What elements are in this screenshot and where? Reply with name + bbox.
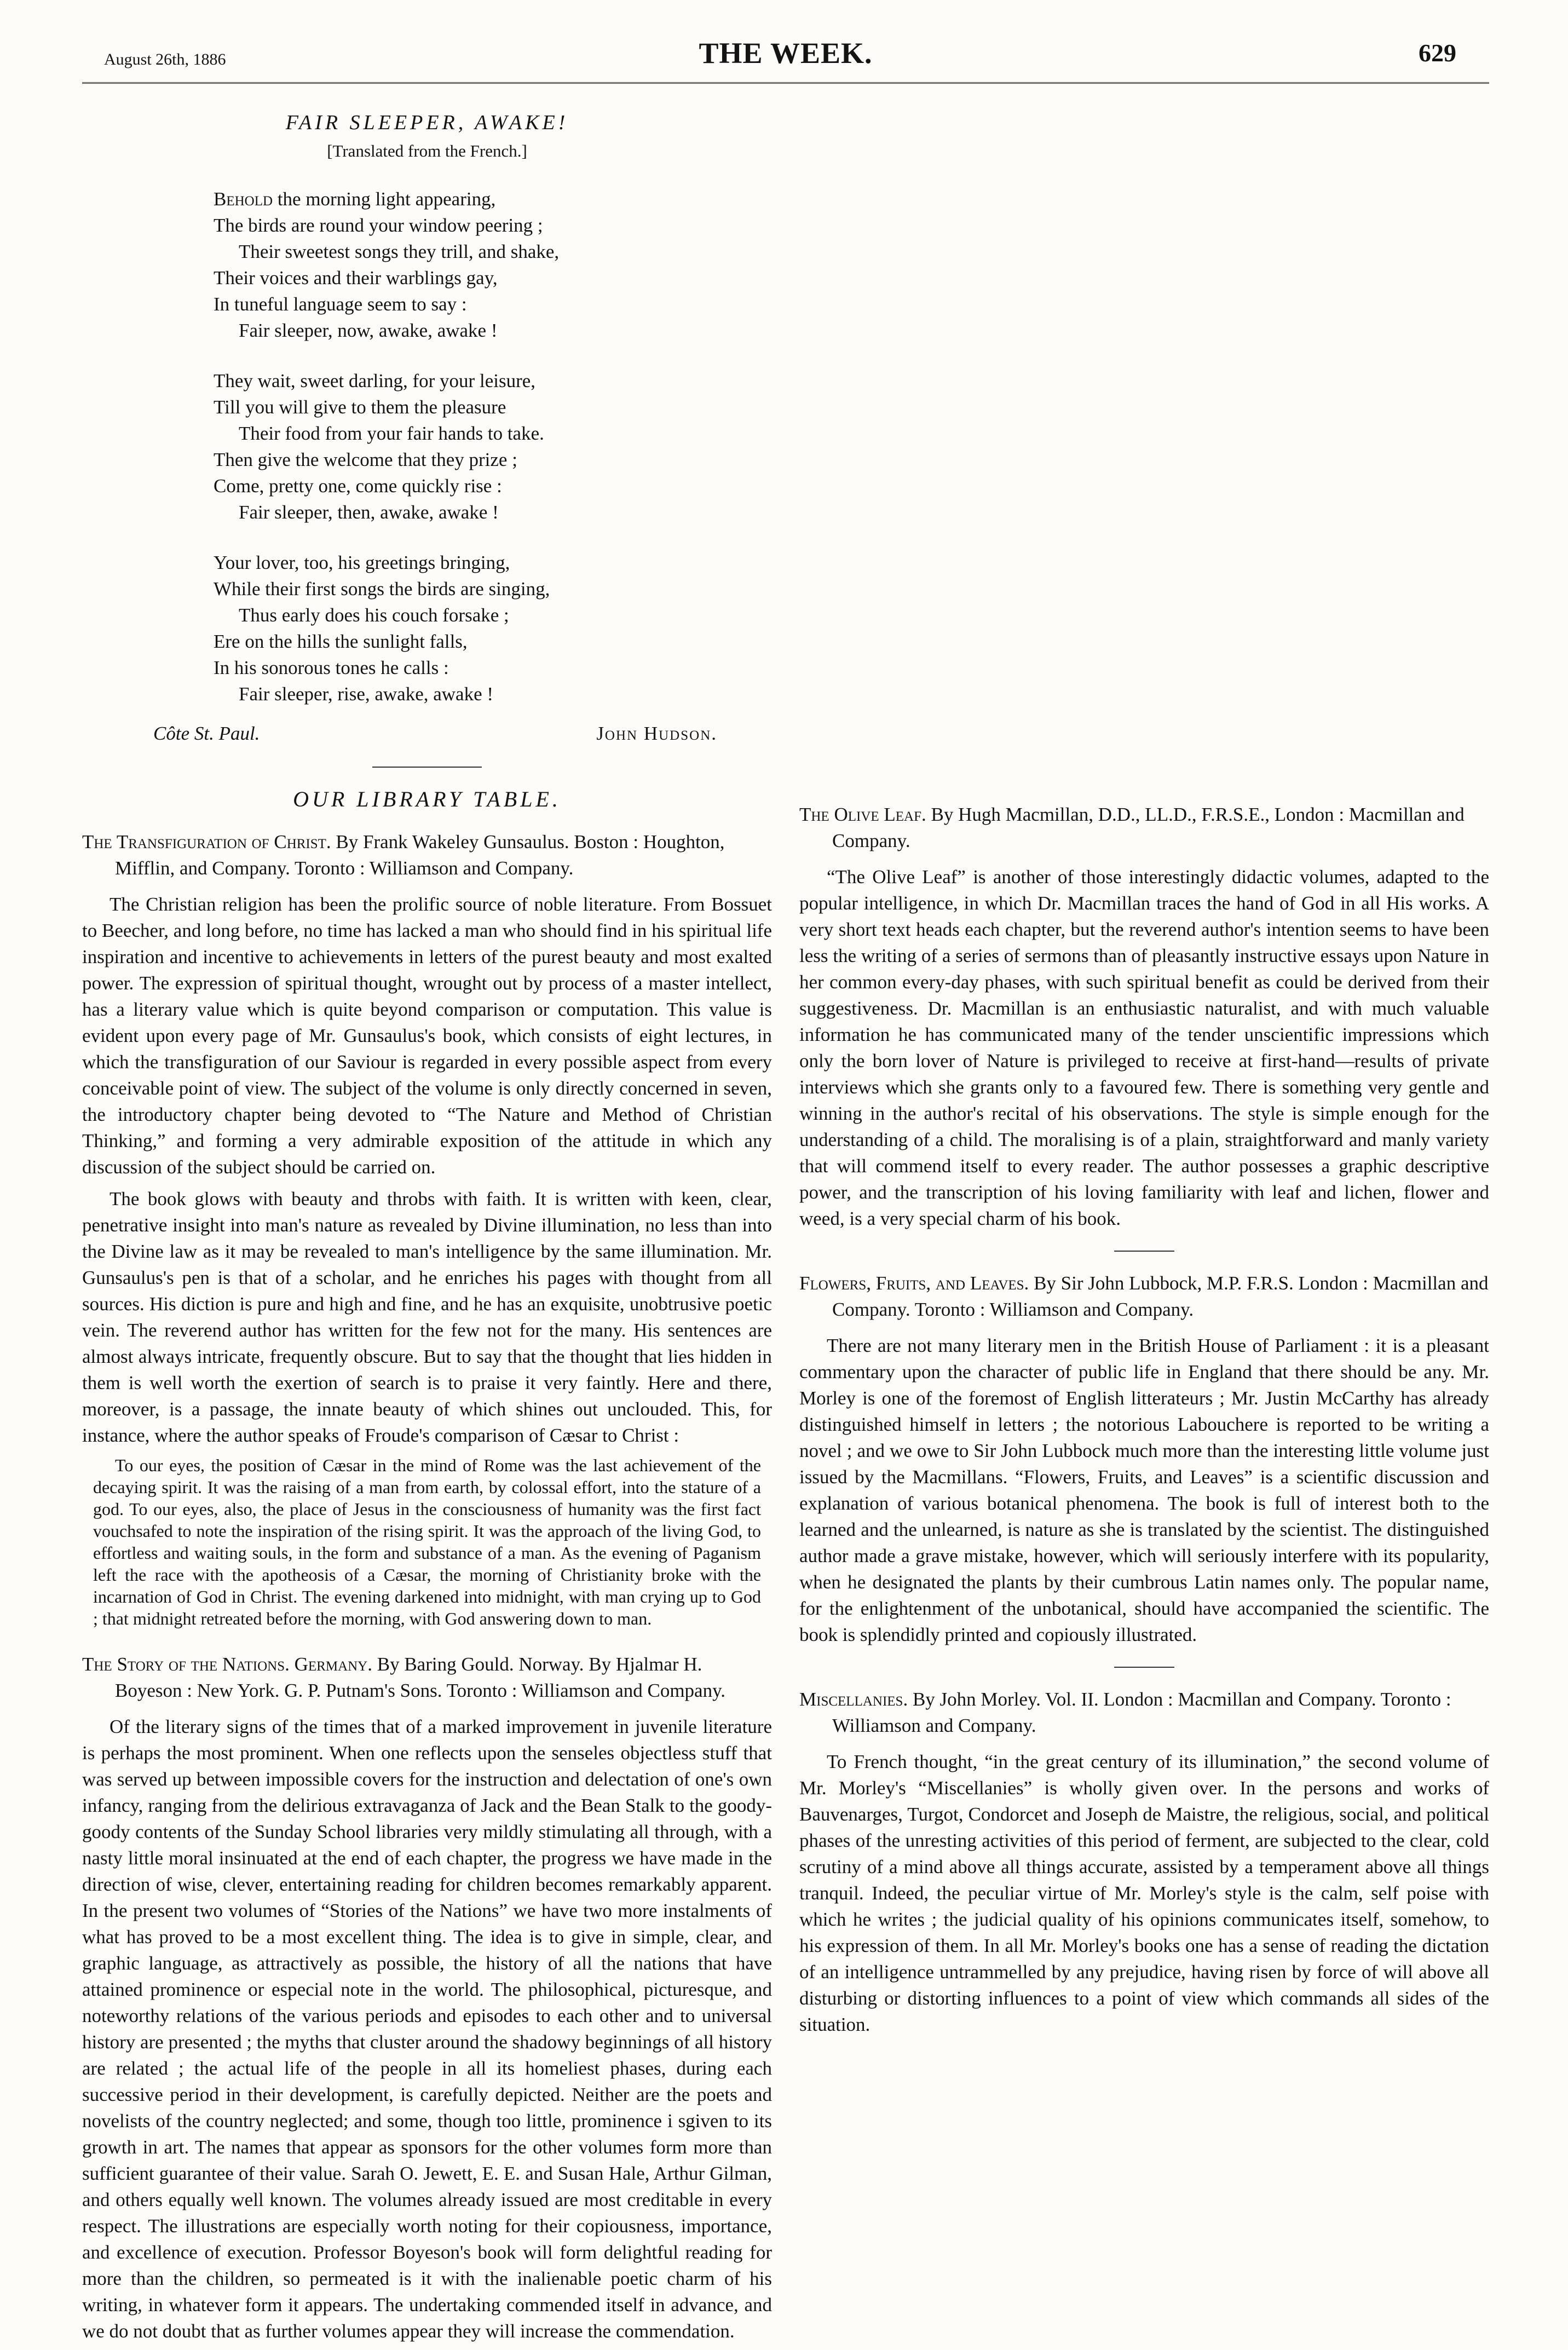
poem-line: Thus early does his couch forsake ; xyxy=(239,604,509,626)
page-header xyxy=(82,32,1489,76)
poem-stanza-1 xyxy=(214,186,772,344)
poem-line: Fair sleeper, rise, awake, awake ! xyxy=(239,683,494,705)
poem-author: John Hudson. xyxy=(596,723,717,744)
poem-line: In his sonorous tones he calls : xyxy=(214,657,449,678)
poem-subtitle: [Translated from the French.] xyxy=(327,141,527,160)
issue-date: August 26th, 1886 xyxy=(104,50,226,68)
review-heading: The Transfiguration of Christ. By Frank Wakeley Gunsaulus. Boston : Houghton, Mifflin, and Company. Toronto : Williamson and Company. xyxy=(82,831,725,879)
right-column xyxy=(799,794,1489,2043)
section-divider xyxy=(1114,1667,1174,1668)
review-heading: Miscellanies. By John Morley. Vol. II. London : Macmillan and Company. Toronto : Williamson and Company. xyxy=(799,1689,1451,1736)
poem-line: Fair sleeper, then, awake, awake ! xyxy=(239,502,499,523)
review-paragraph: “The Olive Leaf” is another of those interestingly didactic volumes, adapted to the popular intelligence, in which Dr. Macmillan traces the hand of God in all His works. A very short text heads each chapter, but the reverend author's intention seems to have been less the writing of a series of sermons than of pleasantly instructive essays upon Nature in her common every-day phases, with such spiritual benefit as could be derived from their suggestiveness. Dr. Macmillan is an enthusiastic naturalist, and with much valuable information he has communicated many of the tender unscientific impressions which only the born lover of Nature is privileged to receive at first-hand—results of private interviews which she grants only to a favoured few. There is something very gentle and winning in the author's recital of his observations. The style is simple enough for the understanding of a child. The moralising is of a plain, straightforward and manly variety that will commend itself to every reader. The author possesses a graphic descriptive power, and the transcription of his loving familiarity with leaf and lichen, flower and weed, is a very special charm of his book. xyxy=(799,866,1489,1229)
poem-line: Your lover, too, his greetings bringing, xyxy=(214,552,510,573)
poem-line: Fair sleeper, now, awake, awake ! xyxy=(239,320,498,341)
poem-title: FAIR SLEEPER, AWAKE! xyxy=(285,111,569,134)
section-heading: OUR LIBRARY TABLE. xyxy=(293,787,561,811)
review-paragraph: There are not many literary men in the British House of Parliament : it is a pleasant commentary upon the character of public life in England that there should be any. Mr. Morley is one of the foremost of English litterateurs ; Mr. Justin McCarthy has already distinguished himself in letters ; the notorious Labouchere is reported to be writing a novel ; and we owe to Sir John Lubbock much more than the interesting little volume just issued by the Macmillans. “Flowers, Fruits, and Leaves” is a scientific discussion and explanation of various botanical phenomena. The book is full of interest both to the learned and the unlearned, is nature as she is translated by the scientist. The distinguished author made a grave mistake, however, which will seriously interfere with its popularity, when he designated the plants by their cumbrous Latin names only. The popular name, for the enlightenment of the unbotanical, should have accompanied the scientific. The book is splendidly printed and copiously illustrated. xyxy=(799,1335,1489,1645)
review-heading: The Olive Leaf. By Hugh Macmillan, D.D., LL.D., F.R.S.E., London : Macmillan and Company. xyxy=(799,804,1465,851)
header-rule xyxy=(82,82,1489,84)
poem-line: Their food from your fair hands to take. xyxy=(239,423,544,444)
poem-stanza-3 xyxy=(214,550,772,707)
poem-signature xyxy=(82,721,772,748)
poem-line: They wait, sweet darling, for your leisure, xyxy=(214,370,536,391)
poem-line: Till you will give to them the pleasure xyxy=(214,396,506,418)
poem-line: The birds are round your window peering ; xyxy=(214,215,543,236)
review-heading: The Story of the Nations. Germany. By Baring Gould. Norway. By Hjalmar H. Boyeson : New York. G. P. Putnam's Sons. Toronto : Williamson and Company. xyxy=(82,1654,726,1701)
poem-place: Côte St. Paul. xyxy=(153,723,260,744)
section-divider xyxy=(372,767,482,768)
poem-line: Behold the morning light appearing, xyxy=(214,188,496,210)
review-paragraph: The Christian religion has been the prolific source of noble literature. From Bossuet to Beecher, and long before, no time has lacked a man who should find in his spiritual life inspiration and incentive to achievements in letters of the purest beauty and most exalted power. The expression of spiritual thought, wrought out by process of a master intellect, has a literary value which is quite beyond comparison or computation. This value is evident upon every page of Mr. Gunsaulus's book, which consists of eight lectures, in which the transfiguration of our Saviour is regarded in every possible aspect from every conceivable point of view. The subject of the volume is only directly concerned in seven, the introductory chapter being devoted to “The Nature and Method of Christian Thinking,” and forming a very admirable exposition of the attitude in which any discussion of the subject should be carried on. xyxy=(82,894,772,1178)
poem-line: Their voices and their warblings gay, xyxy=(214,267,498,289)
masthead-title: THE WEEK. xyxy=(699,37,873,70)
poem-line: Come, pretty one, come quickly rise : xyxy=(214,475,502,497)
review-paragraph: To French thought, “in the great century of its illumination,” the second volume of Mr. Morley's “Miscellanies” is wholly given over. In the persons and works of Bauvenarges, Turgot, Condorcet and Joseph de Maistre, the religious, social, and political phases of the unresting activities of this period of ferment, are subjected to the clear, cold scrutiny of a mind above all things accurate, assisted by a temperament above all things tranquil. Indeed, the peculiar virtue of Mr. Morley's style is the calm, self poise with which he writes ; the judicial quality of his opinions communicates itself, somehow, to his expression of them. In all Mr. Morley's books one has a sense of reading the dictation of an intelligence untrammelled by any prejudice, having risen by force of will above all disturbing or distorting influences to a point of view which commands all sides of the situation. xyxy=(799,1751,1489,2035)
block-quote: To our eyes, the position of Cæsar in the mind of Rome was the last achievement of the decaying spirit. It was the raising of a man from earth, by colossal effort, into the stature of a god. To our eyes, also, the place of Jesus in the consciousness of humanity was the first fact vouchsafed to note the inspiration of the rising spirit. It was the approach of the living God, to effortless and waiting souls, in the form and substance of a man. As the evening of Paganism left the race with the apotheosis of a Cæsar, the morning of Christianity broke with the incarnation of God in Christ. The evening darkened into midnight, with man crying up to God ; that midnight retreated before the morning, with God answering down to man. xyxy=(93,1455,761,1628)
poem-line: Then give the welcome that they prize ; xyxy=(214,449,517,470)
poem-line: In tuneful language seem to say : xyxy=(214,293,467,315)
poem-line: While their first songs the birds are singing, xyxy=(214,578,550,600)
poem-line: Their sweetest songs they trill, and shake, xyxy=(239,241,560,262)
poem-line: Ere on the hills the sunlight falls, xyxy=(214,631,468,652)
section-divider xyxy=(1114,1251,1174,1252)
page-number: 629 xyxy=(1419,39,1456,67)
left-column xyxy=(82,104,772,2350)
review-paragraph: Of the literary signs of the times that of a marked improvement in juvenile literature is perhaps the most prominent. When one reflects upon the senseles objectless stuff that was served up between impossible covers for the instruction and delectation of one's own infancy, ranging from the delirious extravaganza of Jack and the Bean Stalk to the goody-goody contents of the Sunday School libraries very mildly stimulating all through, with a nasty little moral insinuated at the end of each chapter, the progress we have made in the direction of wise, clever, entertaining reading for children becomes remarkably apparent. In the present two volumes of “Stories of the Nations” we have two more instalments of what has proved to be a most excellent thing. The idea is to give in simple, clear, and graphic language, as attractively as possible, the history of all the nations that have attained prominence or especial note in the world. The philosophical, picturesque, and noteworthy relations of the various periods and episodes to each other and to universal history are presented ; the myths that cluster around the shadowy beginnings of all history are related ; the actual life of the people in all its homeliest phases, during each successive period in their development, is carefully depicted. Neither are the poets and novelists of the country neglected; and some, though too little, prominence i sgiven to its growth in art. The names that appear as sponsors for the other volumes form more than sufficient guarantee of their value. Sarah O. Jewett, E. E. and Susan Hale, Arthur Gilman, and others equally well known. The volumes already issued are most creditable in every respect. The illustrations are especially worth noting for their copiousness, importance, and excellence of execution. Professor Boyeson's book will form delightful reading for more than the children, so permeated is it with the inalienable poetic charm of his writing, in whatever form it appears. The undertaking commended itself in advance, and we do not doubt that as further volumes appear they will increase the commendation. xyxy=(82,1716,772,2342)
poem-stanza-2 xyxy=(214,368,772,526)
review-heading: Flowers, Fruits, and Leaves. By Sir John Lubbock, M.P. F.R.S. London : Macmillan and Company. Toronto : Williamson and Company. xyxy=(799,1272,1489,1320)
review-paragraph: The book glows with beauty and throbs with faith. It is written with keen, clear, penetrative insight into man's nature as revealed by Divine illumination, no less than into the Divine law as it may be revealed to man's intelligence by the same illumination. Mr. Gunsaulus's pen is that of a scholar, and he enriches his pages with thought from all sources. His diction is pure and high and fine, and he has an exquisite, unobtrusive poetic vein. The reverend author has written for the few not for the many. His sentences are almost always intricate, frequently obscure. But to say that the thought that lies hidden in them is well worth the exertion of search is to praise it very faintly. Here and there, moreover, is a passage, the innate beauty of which shines out unclouded. This, for instance, where the author speaks of Froude's comparison of Cæsar to Christ : xyxy=(82,1188,772,1446)
